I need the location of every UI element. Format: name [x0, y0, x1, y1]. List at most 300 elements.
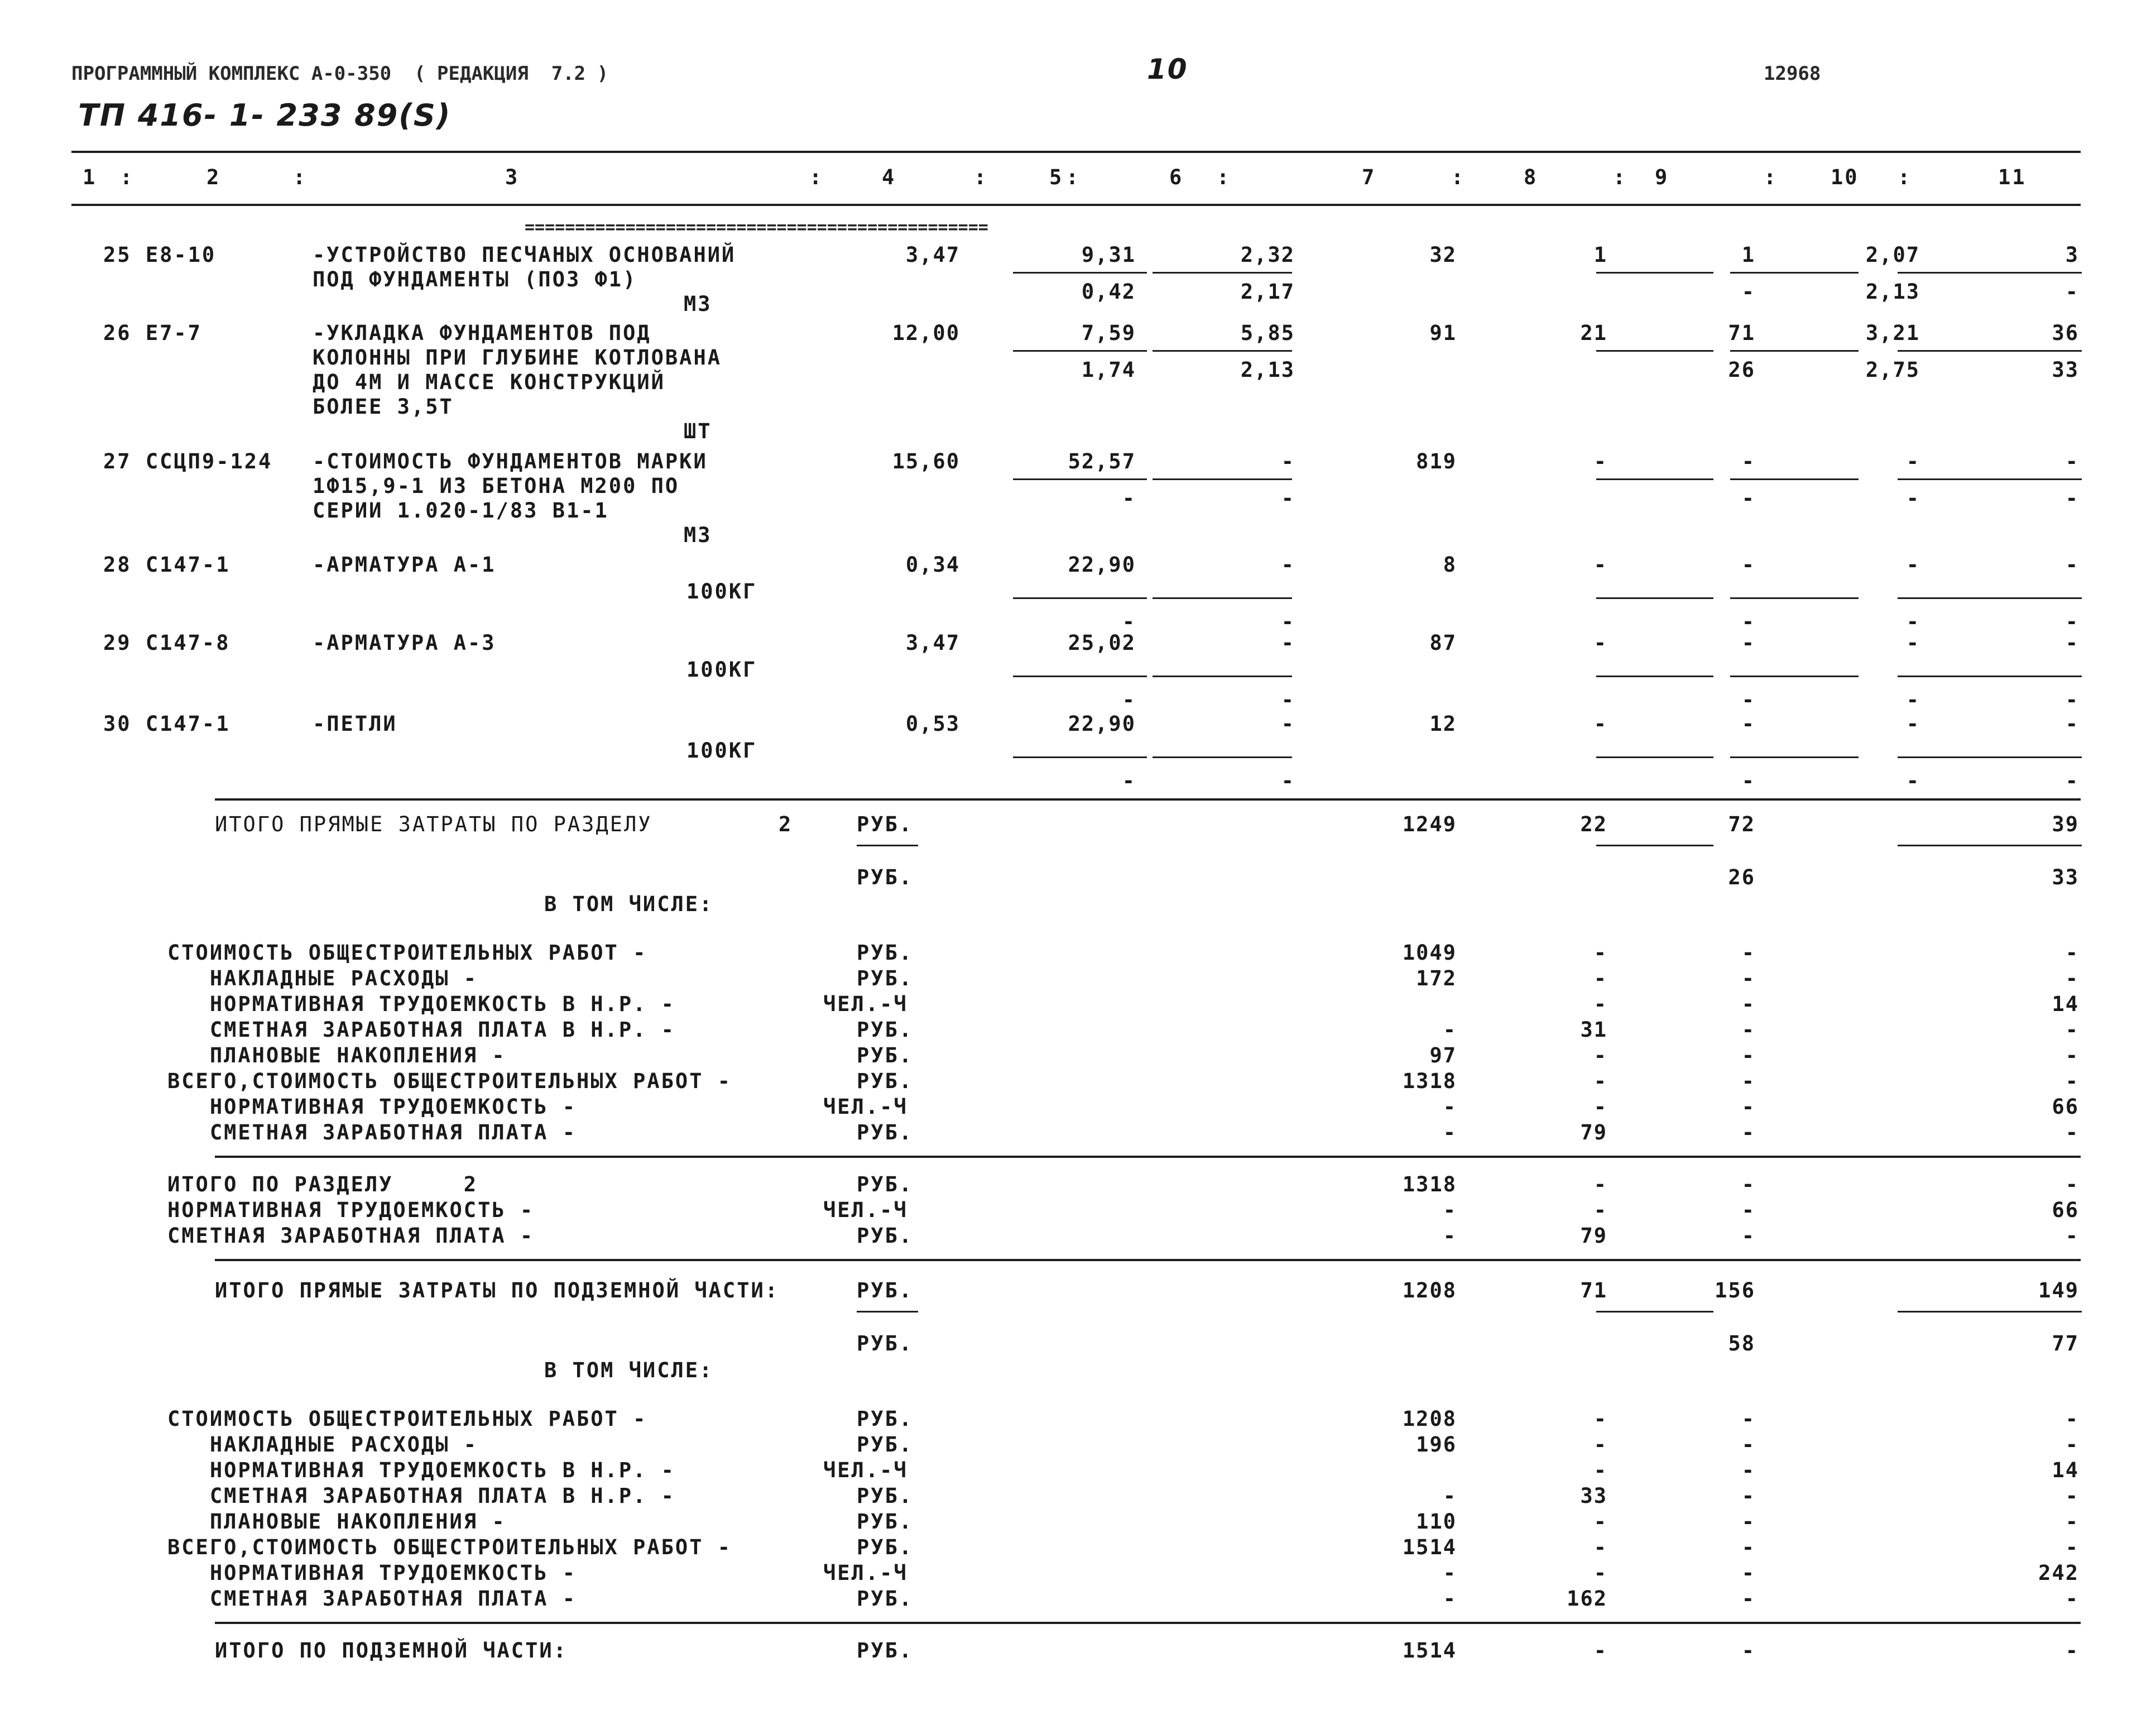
- item-value-c6: 5,85: [1240, 321, 1295, 345]
- column-header-cell: :: [1898, 165, 1912, 189]
- column-header-cell: 5: [1049, 165, 1064, 189]
- column-header-cell: :: [1217, 165, 1231, 189]
- value-underline: [1153, 597, 1292, 599]
- item-code: 27 ССЦП9-124: [103, 449, 273, 473]
- summary-row-unit: РУБ.: [857, 1433, 914, 1457]
- final-total-c8: -: [1593, 1639, 1607, 1663]
- summary-row-c8: 31: [1580, 1018, 1607, 1042]
- summary-row-c8: 79: [1580, 1120, 1607, 1144]
- item-secondary-c10: 2,13: [1865, 280, 1920, 304]
- item-description: ДО 4М И МАССЕ КОНСТРУКЦИЙ: [313, 370, 665, 394]
- item-value-c8: -: [1593, 553, 1607, 577]
- summary-row-c8: -: [1593, 1561, 1607, 1585]
- value-underline: [1898, 272, 2082, 274]
- section-total-label: ИТОГО ПРЯМЫЕ ЗАТРАТЫ ПО РАЗДЕЛУ: [215, 812, 652, 836]
- unit-underline: [857, 1311, 918, 1313]
- item-value-c11: -: [2065, 631, 2079, 655]
- item-value-c4: 3,47: [905, 631, 960, 655]
- item-value-c7: 12: [1429, 712, 1457, 736]
- summary-row-c7: 1318: [1402, 1069, 1457, 1093]
- item-description: -ПЕТЛИ: [313, 712, 397, 736]
- project-code: ТП 416- 1- 233 89(S): [78, 98, 452, 133]
- summary-row-unit: РУБ.: [857, 941, 914, 965]
- value-underline: [1898, 478, 2082, 480]
- section-total-c11-secondary: 33: [2052, 865, 2079, 889]
- item-value-c4: 12,00: [892, 321, 960, 345]
- summary1-rule: [215, 1156, 2081, 1158]
- value-underline: [1596, 478, 1713, 480]
- summary-row-c9: -: [1741, 1433, 1755, 1457]
- item-value-c11: -: [2065, 553, 2079, 577]
- summary-row-c9: -: [1741, 1224, 1755, 1248]
- item-description: -УСТРОЙСТВО ПЕСЧАНЫХ ОСНОВАНИЙ: [313, 243, 736, 267]
- summary-row-c9: -: [1741, 1458, 1755, 1482]
- summary-row-label: ВСЕГО,СТОИМОСТЬ ОБЩЕСТРОИТЕЛЬНЫХ РАБОТ -: [167, 1069, 732, 1093]
- item-value-c10: -: [1906, 712, 1920, 736]
- value-underline: [1013, 350, 1147, 352]
- summary-row-label: ИТОГО ПО РАЗДЕЛУ 2: [167, 1172, 478, 1196]
- summary-row-c7: 1514: [1402, 1535, 1457, 1559]
- summary-row-label: НОРМАТИВНАЯ ТРУДОЕМКОСТЬ В Н.Р. -: [167, 1458, 675, 1482]
- column-header-cell: :: [1451, 165, 1466, 189]
- summary-row-c7: -: [1443, 1561, 1457, 1585]
- column-header-cell: :: [974, 165, 988, 189]
- column-header-cell: :: [293, 165, 308, 189]
- program-title: ПРОГРАММНЫЙ КОМПЛЕКС А-0-350 ( РЕДАКЦИЯ 7.2 ): [71, 63, 609, 85]
- summary-row-c8: -: [1593, 941, 1607, 965]
- summary-row-c7: -: [1443, 1095, 1457, 1119]
- value-underline: [1596, 272, 1713, 274]
- summary-row-c9: -: [1741, 966, 1755, 990]
- underground-total-c11-secondary: 77: [2052, 1331, 2079, 1355]
- separator-line: ==============================================: [525, 218, 988, 237]
- summary-row-unit: РУБ.: [857, 1018, 914, 1042]
- item-value-c8: 1: [1593, 243, 1607, 267]
- summary-row-label: СМЕТНАЯ ЗАРАБОТНАЯ ПЛАТА -: [167, 1587, 577, 1611]
- item-secondary-c9: 26: [1728, 358, 1755, 382]
- item-value-c6: -: [1281, 553, 1295, 577]
- column-header-cell: 6: [1169, 165, 1184, 189]
- summary-row-label: СТОИМОСТЬ ОБЩЕСТРОИТЕЛЬНЫХ РАБОТ -: [167, 1407, 647, 1431]
- section-total-c9-secondary: 26: [1728, 865, 1755, 889]
- summary-row-c11: -: [2065, 1510, 2079, 1534]
- summary-row-c11: -: [2065, 1407, 2079, 1431]
- summary-row-c8: -: [1593, 992, 1607, 1016]
- summary-row-label: НОРМАТИВНАЯ ТРУДОЕМКОСТЬ В Н.Р. -: [167, 992, 675, 1016]
- item-value-c10: 2,07: [1865, 243, 1920, 267]
- item-value-c5: 22,90: [1068, 553, 1136, 577]
- value-underline: [1153, 676, 1292, 677]
- including-label: В ТОМ ЧИСЛЕ:: [544, 892, 714, 916]
- item-description: ПОД ФУНДАМЕНТЫ (ПОЗ Ф1): [313, 267, 637, 291]
- summary-row-label: СМЕТНАЯ ЗАРАБОТНАЯ ПЛАТА -: [167, 1120, 577, 1144]
- summary-row-c11: 14: [2052, 992, 2079, 1016]
- item-value-c8: -: [1593, 449, 1607, 473]
- summary-row-c8: -: [1593, 1069, 1607, 1093]
- item-value-c10: -: [1906, 449, 1920, 473]
- summary-row-c9: -: [1741, 1172, 1755, 1196]
- item-value-c11: -: [2065, 712, 2079, 736]
- value-underline: [1596, 756, 1713, 758]
- value-underline: [1596, 350, 1713, 352]
- item-code: 28 С147-1: [103, 553, 231, 577]
- item-secondary-c11: 33: [2052, 358, 2079, 382]
- summary-row-c11: -: [2065, 1587, 2079, 1611]
- value-underline: [1898, 597, 2082, 599]
- value-underline: [1730, 272, 1859, 274]
- value-underline: [1153, 478, 1292, 480]
- column-header-cell: :: [809, 165, 824, 189]
- value-underline: [1013, 272, 1147, 274]
- item-value-c10: 3,21: [1865, 321, 1920, 345]
- final-total-unit: РУБ.: [857, 1639, 914, 1663]
- item-value-c7: 32: [1429, 243, 1457, 267]
- summary-row-c8: -: [1593, 1535, 1607, 1559]
- item-unit: 100КГ: [686, 658, 757, 682]
- item-description: 1Ф15,9-1 ИЗ БЕТОНА М200 ПО: [313, 474, 680, 498]
- item-secondary-c6: 2,13: [1240, 358, 1295, 382]
- summary-row-c11: -: [2065, 1433, 2079, 1457]
- item-unit: М3: [684, 523, 712, 547]
- underground-total-c11: 149: [2038, 1278, 2079, 1302]
- underground-total-unit: РУБ.: [857, 1278, 914, 1302]
- item-value-c7: 91: [1429, 321, 1457, 345]
- item-value-c11: 36: [2052, 321, 2079, 345]
- summary-row-c8: -: [1593, 1172, 1607, 1196]
- item-value-c9: -: [1741, 449, 1755, 473]
- section-total-c8: 22: [1580, 812, 1607, 836]
- item-secondary-c6: -: [1281, 688, 1295, 712]
- summary-row-c9: -: [1741, 1018, 1755, 1042]
- item-secondary-c10: -: [1906, 610, 1920, 634]
- page-number: 10: [1147, 53, 1188, 85]
- item-value-c4: 0,34: [905, 553, 960, 577]
- summary-row-c11: -: [2065, 1535, 2079, 1559]
- final-total-c9: -: [1741, 1639, 1755, 1663]
- item-unit: 100КГ: [686, 579, 757, 603]
- summary-row-c9: -: [1741, 941, 1755, 965]
- item-value-c5: 25,02: [1068, 631, 1136, 655]
- summary-row-label: ВСЕГО,СТОИМОСТЬ ОБЩЕСТРОИТЕЛЬНЫХ РАБОТ -: [167, 1535, 732, 1559]
- final-total-label: ИТОГО ПО ПОДЗЕМНОЙ ЧАСТИ:: [215, 1639, 568, 1663]
- item-description: -СТОИМОСТЬ ФУНДАМЕНТОВ МАРКИ: [313, 449, 708, 473]
- summary-row-c9: -: [1741, 1484, 1755, 1508]
- summary-row-c8: -: [1593, 1043, 1607, 1067]
- summary-row-unit: РУБ.: [857, 966, 914, 990]
- item-value-c4: 0,53: [905, 712, 960, 736]
- item-unit: М3: [684, 292, 712, 316]
- summary-row-c11: 66: [2052, 1198, 2079, 1222]
- summary-row-unit: РУБ.: [857, 1587, 914, 1611]
- column-header-cell: 3: [505, 165, 520, 189]
- summary-row-c8: -: [1593, 1407, 1607, 1431]
- item-code: 30 С147-1: [103, 712, 231, 736]
- underground-total-c7: 1208: [1402, 1278, 1457, 1302]
- summary-row-c9: -: [1741, 1198, 1755, 1222]
- column-header-cell: 10: [1831, 165, 1859, 189]
- item-secondary-c11: -: [2065, 610, 2079, 634]
- summary-row-c11: -: [2065, 941, 2079, 965]
- summary-row-c9: -: [1741, 1561, 1755, 1585]
- summary-row-unit: РУБ.: [857, 1172, 914, 1196]
- header-top-rule: [71, 151, 2081, 153]
- summary-row-unit: РУБ.: [857, 1484, 914, 1508]
- column-header-cell: :: [1613, 165, 1627, 189]
- value-underline: [1898, 845, 2082, 846]
- item-value-c6: -: [1281, 712, 1295, 736]
- summary-row-c9: -: [1741, 992, 1755, 1016]
- column-header-cell: :: [1764, 165, 1778, 189]
- underground-total-label: ИТОГО ПРЯМЫЕ ЗАТРАТЫ ПО ПОДЗЕМНОЙ ЧАСТИ:: [215, 1278, 780, 1302]
- section-total-unit: РУБ.: [857, 812, 914, 836]
- summary-row-c7: 1049: [1402, 941, 1457, 965]
- including-label: В ТОМ ЧИСЛЕ:: [544, 1358, 714, 1382]
- summary-row-unit: ЧЕЛ.-Ч: [823, 1561, 908, 1585]
- item-value-c10: -: [1906, 631, 1920, 655]
- summary-row-unit: РУБ.: [857, 1535, 914, 1559]
- section-result-rule: [215, 1259, 2081, 1261]
- item-secondary-c11: -: [2065, 280, 2079, 304]
- item-value-c9: 1: [1741, 243, 1755, 267]
- summary-row-unit: ЧЕЛ.-Ч: [823, 1095, 908, 1119]
- value-underline: [1730, 676, 1859, 677]
- value-underline: [1898, 1311, 2082, 1313]
- item-secondary-c9: -: [1741, 486, 1755, 510]
- summary-row-c11: -: [2065, 1069, 2079, 1093]
- item-secondary-c9: -: [1741, 280, 1755, 304]
- item-value-c10: -: [1906, 553, 1920, 577]
- summary-row-label: СМЕТНАЯ ЗАРАБОТНАЯ ПЛАТА В Н.Р. -: [167, 1484, 675, 1508]
- summary-row-unit: РУБ.: [857, 1407, 914, 1431]
- item-description: КОЛОННЫ ПРИ ГЛУБИНЕ КОТЛОВАНА: [313, 346, 722, 370]
- value-underline: [1153, 350, 1292, 352]
- value-underline: [1596, 1311, 1713, 1313]
- underground-total-unit-secondary: РУБ.: [857, 1331, 914, 1355]
- summary-row-c9: -: [1741, 1095, 1755, 1119]
- item-value-c8: -: [1593, 631, 1607, 655]
- summary-row-c7: -: [1443, 1224, 1457, 1248]
- document-number: 12968: [1764, 63, 1821, 85]
- item-secondary-c6: -: [1281, 486, 1295, 510]
- summary-row-c11: 242: [2038, 1561, 2079, 1585]
- item-value-c5: 7,59: [1081, 321, 1136, 345]
- value-underline: [1153, 756, 1292, 758]
- item-description: БОЛЕЕ 3,5Т: [313, 395, 454, 419]
- item-value-c7: 819: [1416, 449, 1457, 473]
- column-header-cell: 9: [1655, 165, 1669, 189]
- summary-row-c7: -: [1443, 1120, 1457, 1144]
- item-secondary-c6: 2,17: [1240, 280, 1295, 304]
- item-code: 26 Е7-7: [103, 321, 202, 345]
- value-underline: [1730, 597, 1859, 599]
- item-value-c6: -: [1281, 449, 1295, 473]
- summary-row-c7: -: [1443, 1484, 1457, 1508]
- summary-row-label: НОРМАТИВНАЯ ТРУДОЕМКОСТЬ -: [167, 1198, 535, 1222]
- value-underline: [1730, 478, 1859, 480]
- section-total-unit-secondary: РУБ.: [857, 865, 914, 889]
- summary-row-unit: РУБ.: [857, 1069, 914, 1093]
- summary-row-unit: ЧЕЛ.-Ч: [823, 1198, 908, 1222]
- item-secondary-c11: -: [2065, 688, 2079, 712]
- value-underline: [1013, 597, 1147, 599]
- summary-row-c11: -: [2065, 1018, 2079, 1042]
- item-unit: ШТ: [684, 419, 712, 443]
- summary-row-c7: 196: [1416, 1433, 1457, 1457]
- value-underline: [1013, 478, 1147, 480]
- value-underline: [1730, 756, 1859, 758]
- item-unit: 100КГ: [686, 739, 757, 763]
- column-header-cell: 7: [1362, 165, 1376, 189]
- summary-row-unit: РУБ.: [857, 1043, 914, 1067]
- value-underline: [1730, 350, 1859, 352]
- item-value-c5: 22,90: [1068, 712, 1136, 736]
- item-description: СЕРИИ 1.020-1/83 В1-1: [313, 499, 609, 523]
- item-value-c9: -: [1741, 553, 1755, 577]
- item-secondary-c11: -: [2065, 769, 2079, 793]
- section-total-c11: 39: [2052, 812, 2079, 836]
- column-header-cell: 8: [1524, 165, 1538, 189]
- summary-row-unit: РУБ.: [857, 1224, 914, 1248]
- final-total-c7: 1514: [1402, 1639, 1457, 1663]
- section-total-number: 2: [779, 812, 793, 836]
- item-secondary-c10: -: [1906, 486, 1920, 510]
- summary-row-c11: 14: [2052, 1458, 2079, 1482]
- summary-row-unit: ЧЕЛ.-Ч: [823, 992, 908, 1016]
- summary-row-c7: -: [1443, 1018, 1457, 1042]
- value-underline: [1596, 676, 1713, 677]
- item-code: 25 Е8-10: [103, 243, 217, 267]
- item-code: 29 С147-8: [103, 631, 231, 655]
- item-value-c9: 71: [1728, 321, 1755, 345]
- underground-total-c8: 71: [1580, 1278, 1607, 1302]
- section-total-c9: 72: [1728, 812, 1755, 836]
- item-secondary-c10: -: [1906, 688, 1920, 712]
- column-header-cell: :: [1066, 165, 1081, 189]
- summary-row-c11: -: [2065, 1484, 2079, 1508]
- item-secondary-c6: -: [1281, 769, 1295, 793]
- summary-row-c9: -: [1741, 1043, 1755, 1067]
- item-description: -УКЛАДКА ФУНДАМЕНТОВ ПОД: [313, 321, 651, 345]
- item-secondary-c5: 0,42: [1081, 280, 1136, 304]
- item-secondary-c6: -: [1281, 610, 1295, 634]
- item-value-c9: -: [1741, 712, 1755, 736]
- summary-row-c8: -: [1593, 1198, 1607, 1222]
- summary-row-c7: 97: [1429, 1043, 1457, 1067]
- section-total-rule: [215, 798, 2081, 801]
- summary-row-c11: -: [2065, 1043, 2079, 1067]
- summary-row-c8: 33: [1580, 1484, 1607, 1508]
- underground-total-c9-secondary: 58: [1728, 1331, 1755, 1355]
- summary-row-unit: РУБ.: [857, 1510, 914, 1534]
- item-value-c7: 8: [1443, 553, 1457, 577]
- summary-row-label: НАКЛАДНЫЕ РАСХОДЫ -: [167, 1433, 478, 1457]
- column-header-cell: 1: [83, 165, 97, 189]
- item-value-c8: 21: [1580, 321, 1607, 345]
- column-header-cell: 4: [882, 165, 896, 189]
- item-value-c6: 2,32: [1240, 243, 1295, 267]
- summary-row-c9: -: [1741, 1069, 1755, 1093]
- summary-row-c8: -: [1593, 966, 1607, 990]
- item-secondary-c5: 1,74: [1081, 358, 1136, 382]
- item-secondary-c10: -: [1906, 769, 1920, 793]
- summary-row-c8: 162: [1567, 1587, 1607, 1611]
- item-value-c4: 15,60: [892, 449, 960, 473]
- value-underline: [1013, 676, 1147, 677]
- column-header-cell: 11: [1998, 165, 2027, 189]
- summary-row-unit: ЧЕЛ.-Ч: [823, 1458, 908, 1482]
- summary-row-label: ПЛАНОВЫЕ НАКОПЛЕНИЯ -: [167, 1043, 506, 1067]
- summary-row-label: СМЕТНАЯ ЗАРАБОТНАЯ ПЛАТА -: [167, 1224, 535, 1248]
- summary-row-c9: -: [1741, 1120, 1755, 1144]
- header-bottom-rule: [71, 204, 2081, 206]
- item-description: -АРМАТУРА А-3: [313, 631, 496, 655]
- summary-row-c9: -: [1741, 1407, 1755, 1431]
- item-secondary-c10: 2,75: [1865, 358, 1920, 382]
- item-secondary-c5: -: [1122, 769, 1136, 793]
- summary-row-c7: 1318: [1402, 1172, 1457, 1196]
- summary-row-label: СТОИМОСТЬ ОБЩЕСТРОИТЕЛЬНЫХ РАБОТ -: [167, 941, 647, 965]
- item-value-c11: -: [2065, 449, 2079, 473]
- summary-row-c7: 1208: [1402, 1407, 1457, 1431]
- unit-underline: [857, 845, 918, 846]
- item-value-c6: -: [1281, 631, 1295, 655]
- summary-row-label: ПЛАНОВЫЕ НАКОПЛЕНИЯ -: [167, 1510, 506, 1534]
- value-underline: [1898, 756, 2082, 758]
- summary-row-c7: -: [1443, 1198, 1457, 1222]
- summary-row-c11: -: [2065, 966, 2079, 990]
- summary-row-c8: -: [1593, 1433, 1607, 1457]
- item-value-c11: 3: [2065, 243, 2079, 267]
- item-secondary-c11: -: [2065, 486, 2079, 510]
- item-secondary-c9: -: [1741, 610, 1755, 634]
- item-value-c5: 9,31: [1081, 243, 1136, 267]
- summary-row-c9: -: [1741, 1535, 1755, 1559]
- value-underline: [1898, 676, 2082, 677]
- summary-row-c11: -: [2065, 1120, 2079, 1144]
- item-secondary-c9: -: [1741, 769, 1755, 793]
- summary-row-c8: -: [1593, 1458, 1607, 1482]
- summary-row-label: НОРМАТИВНАЯ ТРУДОЕМКОСТЬ -: [167, 1561, 577, 1585]
- value-underline: [1596, 845, 1713, 846]
- summary-row-unit: РУБ.: [857, 1120, 914, 1144]
- item-value-c4: 3,47: [905, 243, 960, 267]
- item-value-c8: -: [1593, 712, 1607, 736]
- summary-row-c7: -: [1443, 1587, 1457, 1611]
- underground-total-c9: 156: [1715, 1278, 1755, 1302]
- summary-row-c9: -: [1741, 1510, 1755, 1534]
- item-secondary-c5: -: [1122, 688, 1136, 712]
- summary-row-label: НОРМАТИВНАЯ ТРУДОЕМКОСТЬ -: [167, 1095, 577, 1119]
- summary-row-c7: 110: [1416, 1510, 1457, 1534]
- summary-row-c8: -: [1593, 1510, 1607, 1534]
- column-header-cell: 2: [207, 165, 221, 189]
- summary-row-c11: -: [2065, 1224, 2079, 1248]
- value-underline: [1596, 597, 1713, 599]
- summary-row-c7: 172: [1416, 966, 1457, 990]
- item-value-c5: 52,57: [1068, 449, 1136, 473]
- summary-row-c8: 79: [1580, 1224, 1607, 1248]
- value-underline: [1898, 350, 2082, 352]
- value-underline: [1153, 272, 1292, 274]
- summary-row-c11: 66: [2052, 1095, 2079, 1119]
- item-description: -АРМАТУРА А-1: [313, 553, 496, 577]
- item-secondary-c9: -: [1741, 688, 1755, 712]
- value-underline: [1013, 756, 1147, 758]
- summary-row-c8: -: [1593, 1095, 1607, 1119]
- final-total-c11: -: [2065, 1639, 2079, 1663]
- item-value-c9: -: [1741, 631, 1755, 655]
- summary-row-c11: -: [2065, 1172, 2079, 1196]
